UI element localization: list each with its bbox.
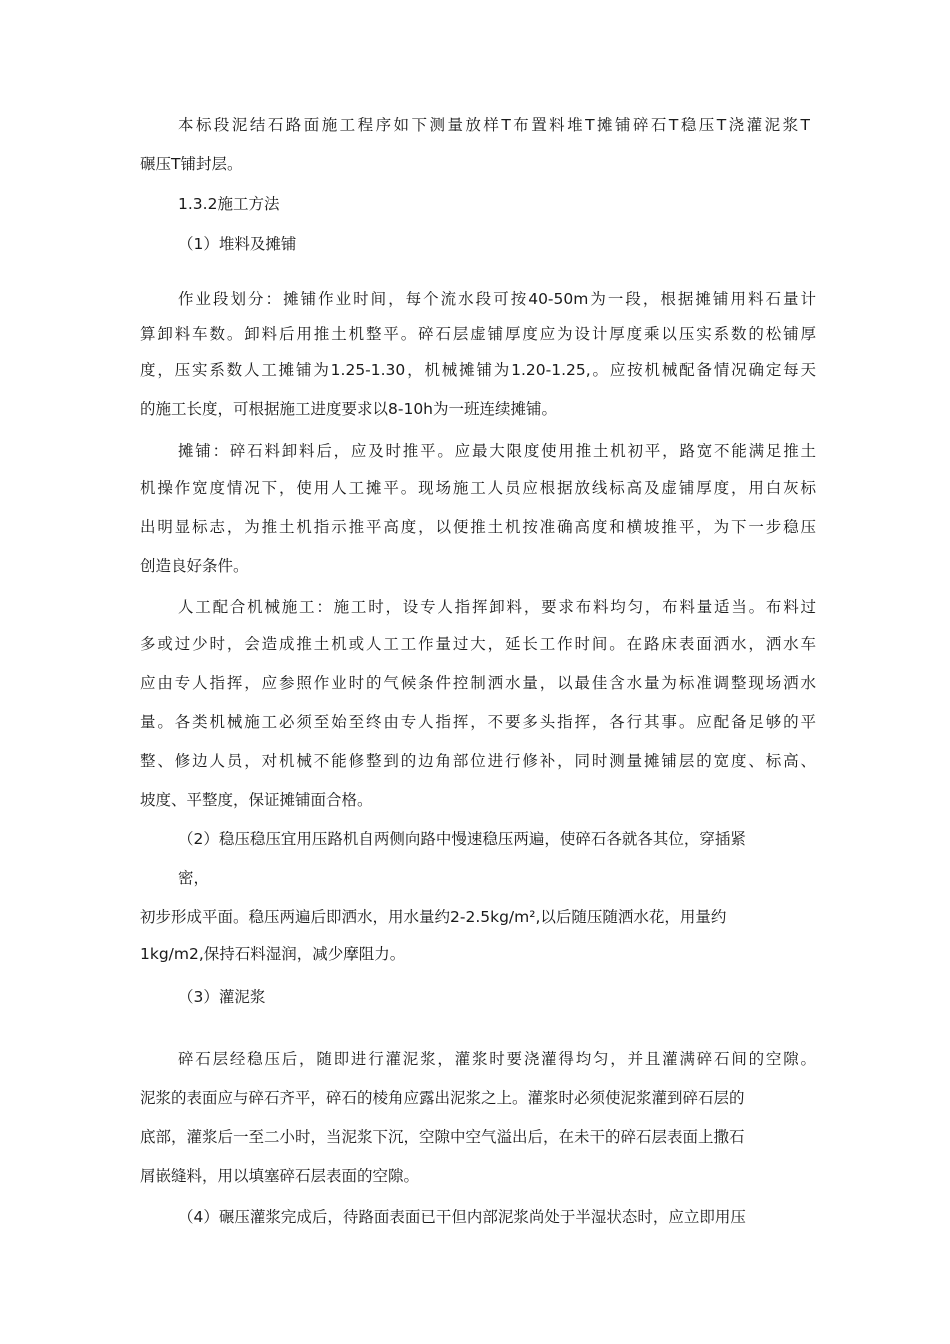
paragraph-line: 量。各类机械施工必须至始至终由专人指挥，不要多头指挥，各行其事。应配备足够的平 [140, 713, 816, 731]
paragraph-line: 算卸料车数。卸料后用推土机整平。碎石层虚铺厚度应为设计厚度乘以压实系数的松铺厚 [140, 325, 816, 343]
paragraph-line: 坡度、平整度，保证摊铺面合格。 [140, 791, 373, 809]
paragraph-line: 碎石层经稳压后，随即进行灌泥浆，灌浆时要浇灌得均匀，并且灌满碎石间的空隙。 [178, 1050, 816, 1068]
paragraph-line: 机操作宽度情况下，使用人工摊平。现场施工人员应根据放线标高及虚铺厚度，用白灰标 [140, 479, 816, 497]
paragraph-line: 度，压实系数人工摊铺为1.25-1.30，机械摊铺为1.20-1.25,。应按机械配备情况确定每天 [140, 361, 816, 379]
paragraph-line: 本标段泥结石路面施工程序如下测量放样T布置料堆T摊铺碎石T稳压T浇灌泥浆T [178, 116, 810, 134]
paragraph-line: 创造良好条件。 [140, 557, 249, 575]
paragraph-line: 泥浆的表面应与碎石齐平，碎石的棱角应露出泥浆之上。灌浆时必须使泥浆灌到碎石层的 [140, 1089, 745, 1107]
paragraph-line: 多或过少时，会造成推土机或人工工作量过大，延长工作时间。在路床表面洒水，洒水车 [140, 635, 816, 653]
paragraph-line: 碾压T铺封层。 [140, 155, 243, 173]
paragraph-line: 1kg/m2,保持石料湿润，减少摩阻力。 [140, 945, 406, 963]
subsection-heading: （3）灌泥浆 [178, 988, 266, 1006]
paragraph-line: （2）稳压稳压宜用压路机自两侧向路中慢速稳压两遍，使碎石各就各其位，穿插紧 [178, 830, 746, 848]
paragraph-line: 人工配合机械施工：施工时，设专人指挥卸料，要求布料均匀，布料量适当。布料过 [178, 598, 816, 616]
paragraph-line: 初步形成平面。稳压两遍后即洒水，用水量约2-2.5kg/m²,以后随压随洒水花，用量约 [140, 908, 727, 926]
paragraph-line: 出明显标志，为推土机指示推平高度，以便推土机按准确高度和横坡推平，为下一步稳压 [140, 518, 816, 536]
paragraph-line: 密， [178, 869, 210, 887]
paragraph-line: 底部，灌浆后一至二小时，当泥浆下沉，空隙中空气溢出后，在未干的碎石层表面上撒石 [140, 1128, 745, 1146]
paragraph-line: （4）碾压灌浆完成后，待路面表面已干但内部泥浆尚处于半湿状态时，应立即用压 [178, 1208, 746, 1226]
section-heading: 1.3.2施工方法 [178, 195, 280, 213]
subsection-heading: （1）堆料及摊铺 [178, 235, 297, 253]
paragraph-line: 作业段划分：摊铺作业时间，每个流水段可按40-50m为一段，根据摊铺用料石量计 [178, 290, 816, 308]
paragraph-line: 应由专人指挥，应参照作业时的气候条件控制洒水量，以最佳含水量为标准调整现场洒水 [140, 674, 816, 692]
paragraph-line: 摊铺：碎石料卸料后，应及时推平。应最大限度使用推土机初平，路宽不能满足推土 [178, 442, 816, 460]
paragraph-line: 的施工长度，可根据施工进度要求以8-10h为一班连续摊铺。 [140, 400, 558, 418]
paragraph-line: 整、修边人员，对机械不能修整到的边角部位进行修补，同时测量摊铺层的宽度、标高、 [140, 752, 816, 770]
paragraph-line: 屑嵌缝料，用以填塞碎石层表面的空隙。 [140, 1167, 420, 1185]
